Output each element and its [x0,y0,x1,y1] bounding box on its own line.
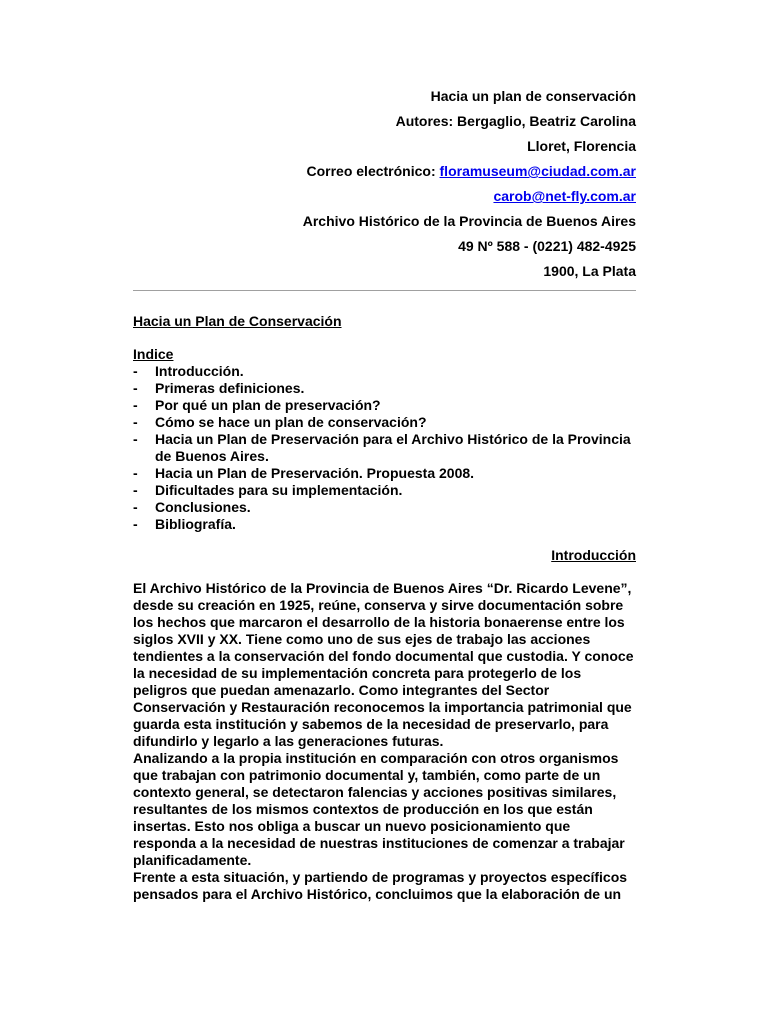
dash-bullet: - [133,431,138,447]
index-item [133,431,636,465]
index-item-text: Introducción. [155,363,244,379]
horizontal-divider [133,290,636,291]
dash-bullet: - [133,516,138,532]
index-item-text: Cómo se hace un plan de conservación? [155,414,427,430]
index-item-text: Hacia un Plan de Preservación. Propuesta 2008. [155,465,475,481]
document-header [133,84,636,284]
index-item [133,363,636,380]
document-title: Hacia un plan de conservación [430,88,636,104]
dash-bullet: - [133,363,138,379]
dash-bullet: - [133,499,138,515]
index-section [133,346,636,533]
email-line [133,159,636,184]
email-link-1[interactable]: floramuseum@ciudad.com.ar [439,163,636,179]
dash-bullet: - [133,482,138,498]
institution-name: Archivo Histórico de la Provincia de Buenos Aires [302,213,636,229]
email-label: Correo electrónico: [306,163,440,179]
index-item-text: Dificultades para su implementación. [155,482,403,498]
index-item [133,516,636,533]
index-item [133,414,636,431]
index-item [133,482,636,499]
index-item [133,499,636,516]
email-link-2[interactable]: carob@net-fly.com.ar [493,188,636,204]
institution-city: 1900, La Plata [543,263,636,279]
index-item-text: Por qué un plan de preservación? [155,397,381,413]
index-item-text: Primeras definiciones. [155,380,305,396]
introduction-heading: Introducción [551,547,636,563]
dash-bullet: - [133,397,138,413]
authors-line-2: Lloret, Florencia [527,138,636,154]
index-item [133,465,636,482]
email-line-2 [133,184,636,209]
index-item [133,397,636,414]
body-paragraph: El Archivo Histórico de la Provincia de Buenos Aires “Dr. Ricardo Levene”, desde su creación en 1925, reúne, conserva y sirve documentación sobre los hechos que marcaron el desarrollo de la historia bonaerense entre los siglos XVII y XX. Tiene como uno de sus ejes de trabajo las acciones tendientes a la conservación del fondo documental que custodia. Y conoce la necesidad de su implementación concreta para protegerlo de los peligros que puedan amenazarlo. Como integrantes del Sector Conservación y Restauración reconocemos la importancia patrimonial que guarda esta institución y sabemos de la necesidad de preservarlo, para difundirlo y legarlo a las generaciones futuras. [133,580,634,749]
index-heading: Indice [133,346,174,362]
dash-bullet: - [133,380,138,396]
authors-line-1: Autores: Bergaglio, Beatriz Carolina [395,113,636,129]
index-item [133,380,636,397]
dash-bullet: - [133,465,138,481]
institution-address: 49 Nº 588 - (0221) 482-4925 [458,238,636,254]
index-item-text: Hacia un Plan de Preservación para el Archivo Histórico de la Provincia de Buenos Aires. [155,431,631,464]
index-item-text: Conclusiones. [155,499,251,515]
body-paragraph: Frente a esta situación, y partiendo de programas y proyectos específicos pensados para el Archivo Histórico, concluimos que la elaboración de un [133,869,628,902]
body-paragraph: Analizando a la propia institución en comparación con otros organismos que trabajan con patrimonio documental y, también, como parte de un contexto general, se detectaron falencias y acciones positivas similares, resultantes de los mismos contextos de producción en los que están insertas. Esto nos obliga a buscar un nuevo posicionamiento que responda a la necesidad de nuestras instituciones de comenzar a trabajar planificadamente. [133,750,625,868]
introduction-body [133,580,636,903]
index-item-text: Bibliografía. [155,516,236,532]
index-list [133,363,636,533]
section-title: Hacia un Plan de Conservación [133,313,342,329]
dash-bullet: - [133,414,138,430]
